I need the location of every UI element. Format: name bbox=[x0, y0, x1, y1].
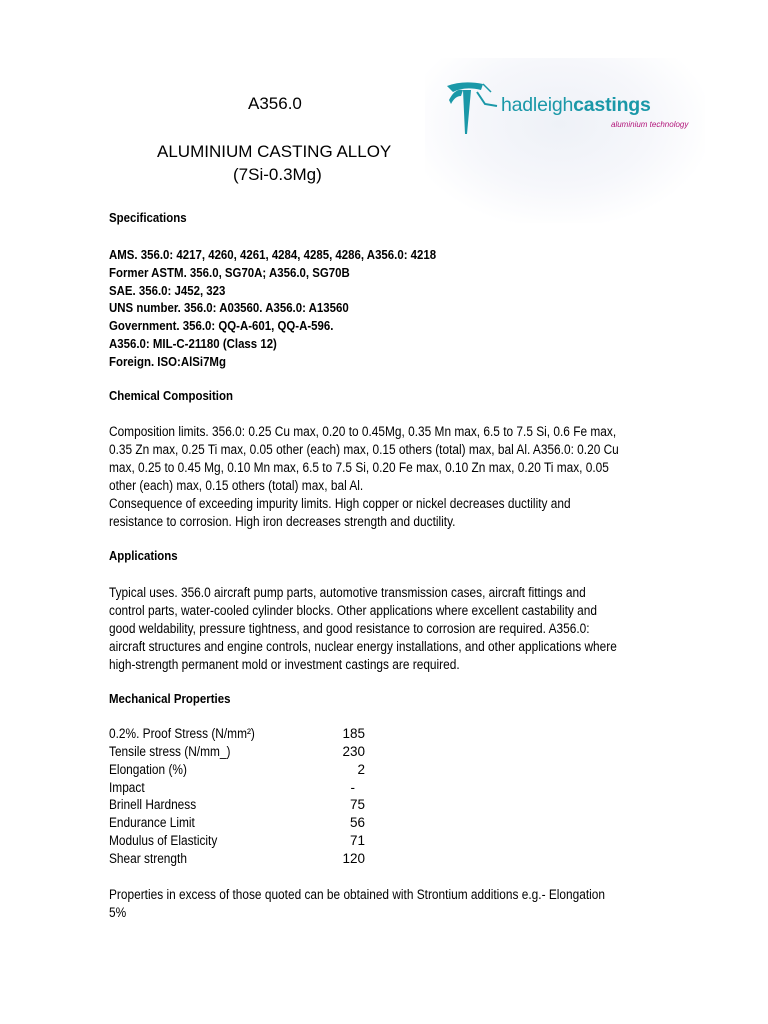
property-row bbox=[109, 744, 365, 762]
property-value: 120 bbox=[342, 851, 365, 866]
property-value: 71 bbox=[349, 833, 365, 848]
property-label: 0.2%. Proof Stress (N/mm²) bbox=[109, 726, 255, 741]
chemical-composition-text bbox=[109, 423, 688, 531]
spec-line: A356.0: MIL-C-21180 (Class 12) bbox=[109, 336, 277, 351]
company-logo bbox=[425, 58, 705, 223]
property-row bbox=[109, 762, 365, 780]
property-value: 230 bbox=[342, 744, 365, 759]
property-value: 2 bbox=[357, 762, 365, 777]
property-row bbox=[109, 851, 365, 869]
text-line: 5% bbox=[109, 905, 127, 920]
property-row bbox=[109, 780, 365, 798]
property-row bbox=[109, 833, 365, 851]
spec-line: Government. 356.0: QQ-A-601, QQ-A-596. bbox=[109, 318, 334, 333]
applications-heading: Applications bbox=[109, 548, 178, 563]
logo-mark-icon bbox=[443, 78, 503, 138]
mechanical-properties-heading: Mechanical Properties bbox=[109, 691, 231, 706]
logo-wordmark: hadleighcastings bbox=[501, 94, 651, 116]
spec-line: AMS. 356.0: 4217, 4260, 4261, 4284, 4285, 4286, A356.0: 4218 bbox=[109, 247, 437, 262]
text-line: other (each) max, 0.15 others (total) max, bal Al. bbox=[109, 478, 364, 493]
property-label: Tensile stress (N/mm_) bbox=[109, 744, 231, 759]
property-label: Endurance Limit bbox=[109, 815, 195, 830]
text-line: high-strength permanent mold or investment castings are required. bbox=[109, 657, 460, 672]
text-line: Typical uses. 356.0 aircraft pump parts, automotive transmission cases, aircraft fittings and bbox=[109, 585, 586, 600]
logo-tagline: aluminium technology bbox=[611, 120, 689, 129]
property-value: 185 bbox=[342, 726, 365, 741]
specifications-heading: Specifications bbox=[109, 210, 187, 225]
text-line: aircraft structures and engine controls, nuclear energy installations, and other applications where bbox=[109, 639, 617, 654]
properties-note bbox=[109, 886, 673, 922]
text-line: Properties in excess of those quoted can be obtained with Strontium additions e.g.- Elongation bbox=[109, 887, 605, 902]
document-subtitle: (7Si-0.3Mg) bbox=[233, 165, 322, 184]
spec-line: SAE. 356.0: J452, 323 bbox=[109, 283, 226, 298]
text-line: control parts, water-cooled cylinder blocks. Other applications where excellent castability and bbox=[109, 603, 597, 618]
text-line: 0.35 Zn max, 0.25 Ti max, 0.05 other (each) max, 0.15 others (total) max, bal Al. A356.0: 0.20 Cu bbox=[109, 442, 619, 457]
property-label: Brinell Hardness bbox=[109, 797, 197, 812]
text-line: Composition limits. 356.0: 0.25 Cu max, 0.20 to 0.45Mg, 0.35 Mn max, 6.5 to 7.5 Si, 0.6 Fe max, bbox=[109, 424, 617, 439]
text-line: max, 0.25 to 0.45 Mg, 0.10 Mn max, 6.5 to 7.5 Si, 0.20 Fe max, 0.10 Zn max, 0.20 Ti max, 0.05 bbox=[109, 460, 609, 475]
applications-text bbox=[109, 584, 686, 674]
text-line: good weldability, pressure tightness, and good resistance to corrosion are required. A356.0: bbox=[109, 621, 590, 636]
document-code: A356.0 bbox=[248, 94, 302, 113]
text-line: Consequence of exceeding impurity limits. High copper or nickel decreases ductility and bbox=[109, 496, 571, 511]
property-value: 75 bbox=[349, 797, 365, 812]
text-line: resistance to corrosion. High iron decreases strength and ductility. bbox=[109, 514, 456, 529]
spec-line: Foreign. ISO:AlSi7Mg bbox=[109, 354, 226, 369]
property-value: - bbox=[350, 780, 355, 795]
property-label: Elongation (%) bbox=[109, 762, 187, 777]
spec-line: UNS number. 356.0: A03560. A356.0: A13560 bbox=[109, 300, 349, 315]
property-label: Impact bbox=[109, 780, 145, 795]
spec-line: Former ASTM. 356.0, SG70A; A356.0, SG70B bbox=[109, 265, 350, 280]
property-label: Modulus of Elasticity bbox=[109, 833, 218, 848]
property-value: 56 bbox=[349, 815, 365, 830]
document-title: ALUMINIUM CASTING ALLOY bbox=[157, 142, 392, 161]
property-label: Shear strength bbox=[109, 851, 187, 866]
property-row bbox=[109, 797, 365, 815]
property-row bbox=[109, 815, 365, 833]
property-row bbox=[109, 726, 365, 744]
chemical-composition-heading: Chemical Composition bbox=[109, 388, 233, 403]
